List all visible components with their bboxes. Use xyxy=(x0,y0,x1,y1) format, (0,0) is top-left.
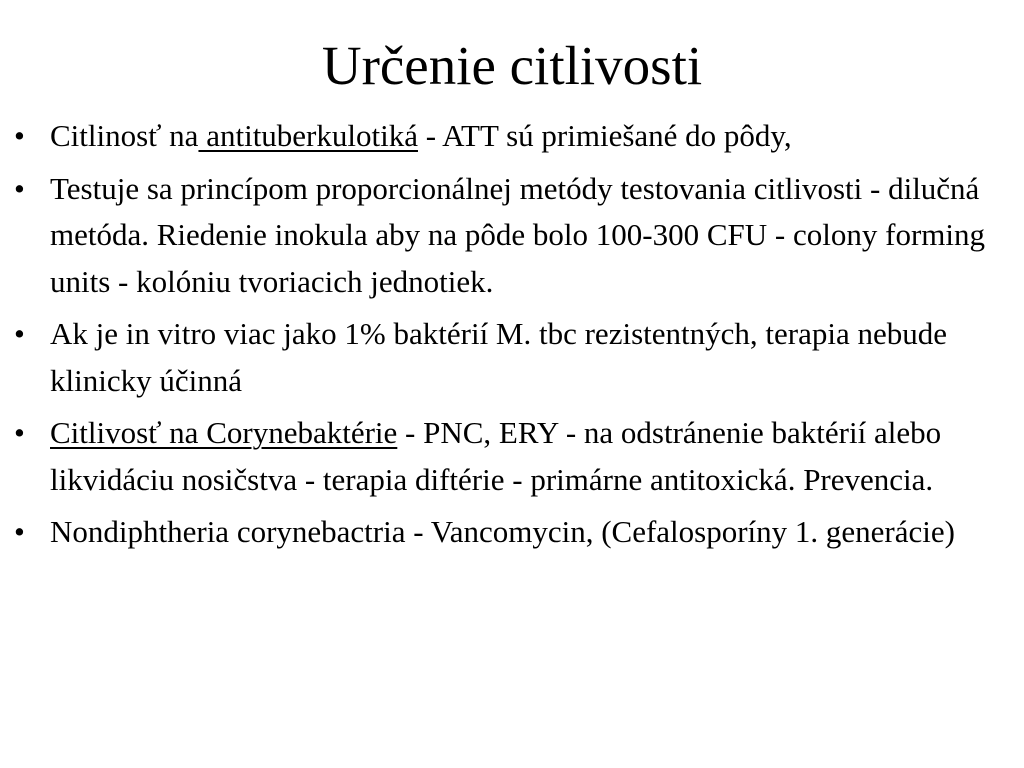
corynebakterie-link[interactable]: Citlivosť na Corynebaktérie xyxy=(50,415,398,450)
bullet-text: Citlinosť na xyxy=(50,118,199,153)
bullet-item-5 xyxy=(14,509,1009,556)
bullet-text: Testuje sa princípom proporcionálnej metódy testovania citlivosti - dilučná metóda. Riedenie inokula aby na pôde bolo 100-300 CFU - colony forming units - kolóniu tvoriacich jednotiek. xyxy=(50,170,985,299)
bullet-icon: • xyxy=(14,170,25,206)
slide-title: Určenie citlivosti xyxy=(321,35,703,96)
antituberkulotika-link[interactable]: antituberkulotiká xyxy=(198,118,418,153)
bullet-icon: • xyxy=(14,316,25,351)
bullet-icon: • xyxy=(14,514,25,549)
bullet-item-4 xyxy=(14,410,1009,503)
bullet-text: - PNC, ERY - na odstránenie baktérií alebo likvidáciu nosičstva - terapia diftérie - primárne antitoxická. Prevencia. xyxy=(50,415,942,497)
bullet-text: - ATT sú primiešané do pôdy, xyxy=(417,118,792,153)
bullet-text: Nondiphtheria corynebactria - Vancomycin, (Cefalosporíny 1. generácie) xyxy=(50,514,955,549)
bullet-icon: • xyxy=(14,415,25,450)
bullet-item-2 xyxy=(14,166,1009,306)
bullet-item-1 xyxy=(14,113,1009,160)
bullet-text: Ak je in vitro viac jako 1% baktérií M. tbc rezistentných, terapia nebude klinicky účinná xyxy=(50,316,947,398)
bullet-item-3 xyxy=(14,311,1009,404)
bullet-list xyxy=(14,113,1009,562)
bullet-icon: • xyxy=(14,118,25,153)
